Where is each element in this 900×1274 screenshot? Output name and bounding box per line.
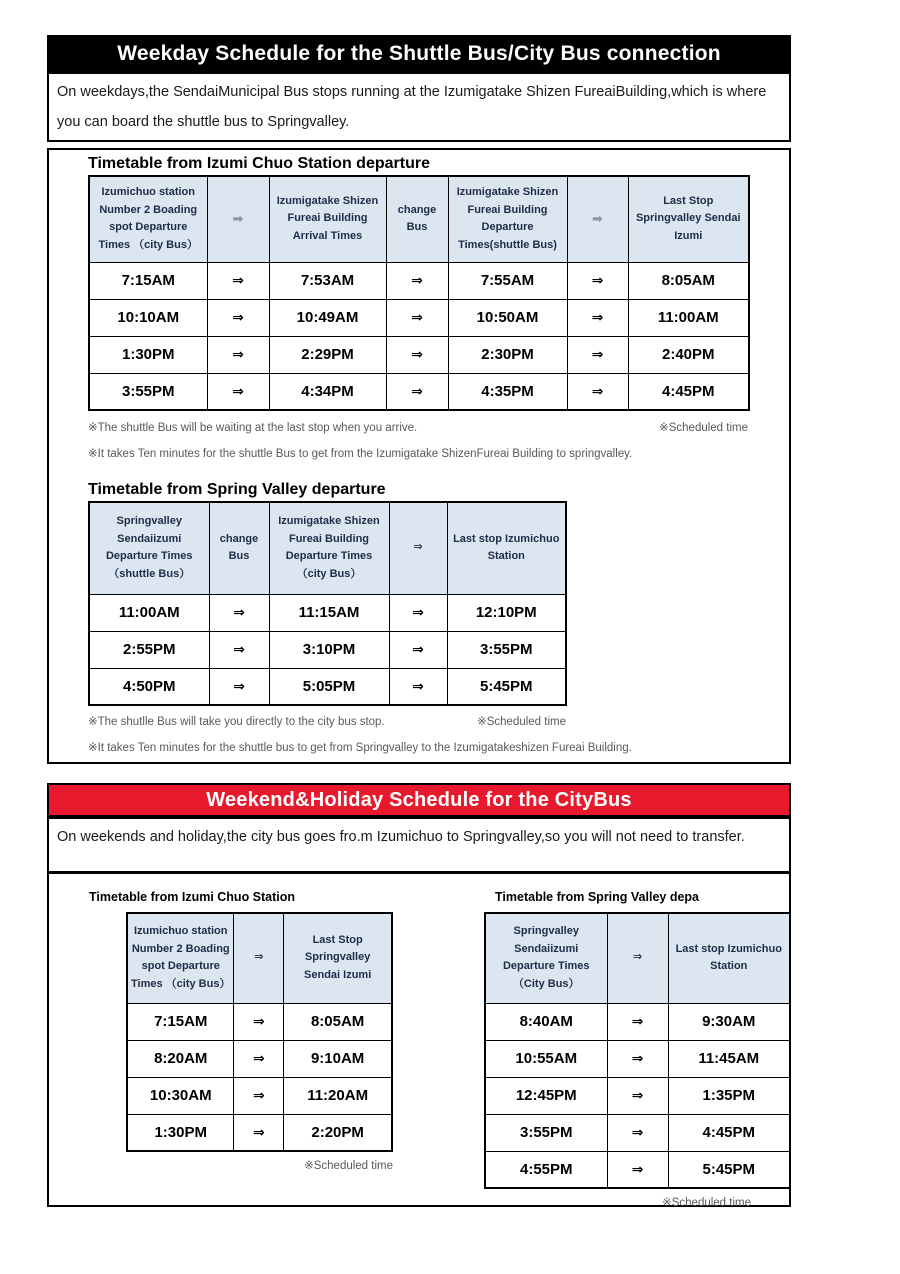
arrow-cell: ⇒: [607, 1077, 668, 1114]
column-header-fureai-arrival: Izumigatake Shizen Fureai Building Arrival Times: [269, 176, 386, 262]
arrow-cell: ⇒: [607, 1114, 668, 1151]
time-cell: 8:20AM: [127, 1040, 234, 1077]
weekend-izumichuo-timetable: [126, 912, 393, 1152]
time-cell: 4:45PM: [628, 373, 749, 410]
arrow-cell: ⇒: [567, 336, 628, 373]
timetable-header-row: [89, 502, 566, 594]
arrow-right-icon: ➡: [567, 176, 628, 262]
time-cell: 11:00AM: [89, 594, 209, 631]
arrow-cell: ⇒: [567, 262, 628, 299]
arrow-cell: ⇒: [386, 299, 448, 336]
time-cell: 3:55PM: [485, 1114, 607, 1151]
column-header-change-bus: change Bus: [209, 502, 269, 594]
arrow-cell: ⇒: [207, 336, 269, 373]
time-cell: 4:50PM: [89, 668, 209, 705]
note-shuttle-direct: ※The shutlle Bus will take you directly to the city bus stop.: [88, 716, 385, 728]
time-cell: 10:10AM: [89, 299, 207, 336]
column-header-izumichuo-departure: Izumichuo station Number 2 Boading spot Departure Times （city Bus）: [127, 913, 234, 1003]
weekend-timetables-box: [47, 872, 791, 1207]
arrow-right-icon: ⇒: [389, 502, 447, 594]
time-cell: 10:55AM: [485, 1040, 607, 1077]
arrow-cell: ⇒: [607, 1040, 668, 1077]
time-cell: 11:15AM: [269, 594, 389, 631]
arrow-cell: ⇒: [567, 299, 628, 336]
arrow-right-icon: ⇒: [234, 913, 284, 1003]
time-cell: 4:34PM: [269, 373, 386, 410]
time-cell: 12:10PM: [447, 594, 566, 631]
column-header-fureai-departure: Izumigatake Shizen Fureai Building Departure Times(shuttle Bus): [448, 176, 567, 262]
timetable-header-row: [485, 913, 790, 1003]
timetable-row: [89, 594, 566, 631]
time-cell: 1:35PM: [668, 1077, 790, 1114]
weekend-springvalley-group: [445, 890, 791, 1209]
time-cell: 4:55PM: [485, 1151, 607, 1188]
weekend-izumichuo-heading: Timetable from Izumi Chuo Station: [89, 890, 296, 904]
column-header-last-stop: Last Stop Springvalley Sendai Izumi: [284, 913, 392, 1003]
time-cell: 9:30AM: [668, 1003, 790, 1040]
timetable-row: [89, 336, 749, 373]
time-cell: 7:55AM: [448, 262, 567, 299]
arrow-cell: ⇒: [389, 631, 447, 668]
weekday-intro-box: [47, 72, 791, 142]
time-cell: 5:45PM: [447, 668, 566, 705]
weekend-section-banner: [47, 783, 791, 817]
weekend-intro-box: [47, 817, 791, 873]
timetable-row: [127, 1003, 392, 1040]
timetable-row: [89, 631, 566, 668]
weekday-springvalley-timetable: [88, 501, 567, 706]
time-cell: 2:20PM: [284, 1114, 392, 1151]
time-cell: 12:45PM: [485, 1077, 607, 1114]
arrow-cell: ⇒: [607, 1151, 668, 1188]
time-cell: 7:15AM: [89, 262, 207, 299]
time-cell: 1:30PM: [89, 336, 207, 373]
time-cell: 8:40AM: [485, 1003, 607, 1040]
arrow-cell: ⇒: [386, 262, 448, 299]
timetable-row: [89, 299, 749, 336]
arrow-cell: ⇒: [207, 373, 269, 410]
time-cell: 11:00AM: [628, 299, 749, 336]
note-ten-minutes-to-fureai: ※It takes Ten minutes for the shuttle bus to get from Springvalley to the Izumigatakeshizen Fureai Building.: [88, 742, 632, 754]
arrow-cell: ⇒: [209, 594, 269, 631]
weekend-izumichuo-group: [87, 890, 393, 1172]
timetable-row: [127, 1040, 392, 1077]
arrow-cell: ⇒: [207, 299, 269, 336]
arrow-cell: ⇒: [209, 668, 269, 705]
time-cell: 1:30PM: [127, 1114, 234, 1151]
time-cell: 8:05AM: [628, 262, 749, 299]
arrow-cell: ⇒: [207, 262, 269, 299]
timetable-row: [485, 1114, 790, 1151]
column-header-fureai-departure: Izumigatake Shizen Fureai Building Departure Times （city Bus）: [269, 502, 389, 594]
scheduled-time-note: ※Scheduled time: [477, 716, 566, 728]
weekend-intro-text: On weekends and holiday,the city bus goes fro.m Izumichuo to Springvalley,so you will not need to transfer.: [57, 829, 745, 845]
timetable-row: [89, 668, 566, 705]
time-cell: 3:10PM: [269, 631, 389, 668]
time-cell: 9:10AM: [284, 1040, 392, 1077]
weekend-springvalley-timetable: [484, 912, 791, 1189]
time-cell: 4:35PM: [448, 373, 567, 410]
arrow-right-icon: ➡: [207, 176, 269, 262]
note-shuttle-waiting: ※The shuttle Bus will be waiting at the last stop when you arrive.: [88, 422, 418, 434]
arrow-cell: ⇒: [209, 631, 269, 668]
time-cell: 2:40PM: [628, 336, 749, 373]
time-cell: 7:15AM: [127, 1003, 234, 1040]
weekday-izumichuo-heading: Timetable from Izumi Chuo Station departure: [88, 155, 430, 172]
arrow-cell: ⇒: [389, 668, 447, 705]
arrow-right-icon: ⇒: [607, 913, 668, 1003]
arrow-cell: ⇒: [386, 336, 448, 373]
arrow-cell: ⇒: [234, 1003, 284, 1040]
time-cell: 10:49AM: [269, 299, 386, 336]
arrow-cell: ⇒: [234, 1114, 284, 1151]
weekday-section-banner: [47, 35, 791, 72]
timetable-row: [485, 1003, 790, 1040]
weekday-springvalley-notes-row: [88, 714, 566, 728]
note-ten-minutes-to-springvalley: ※It takes Ten minutes for the shuttle Bus to get from the Izumigatake ShizenFureai Building to springvalley.: [88, 448, 633, 460]
scheduled-time-note: ※Scheduled time: [304, 1160, 393, 1172]
column-header-springvalley-departure: Springvalley Sendaiizumi Departure Times （City Bus）: [485, 913, 607, 1003]
time-cell: 5:45PM: [668, 1151, 790, 1188]
timetable-row: [485, 1040, 790, 1077]
arrow-cell: ⇒: [234, 1040, 284, 1077]
timetable-row: [127, 1077, 392, 1114]
time-cell: 3:55PM: [89, 373, 207, 410]
weekday-springvalley-heading: Timetable from Spring Valley departure: [88, 481, 386, 498]
weekday-izumichuo-notes-row: [88, 420, 748, 434]
timetable-header-row: [127, 913, 392, 1003]
column-header-last-stop: Last Stop Springvalley Sendai Izumi: [628, 176, 749, 262]
arrow-cell: ⇒: [234, 1077, 284, 1114]
arrow-cell: ⇒: [567, 373, 628, 410]
time-cell: 2:55PM: [89, 631, 209, 668]
time-cell: 11:20AM: [284, 1077, 392, 1114]
time-cell: 5:05PM: [269, 668, 389, 705]
timetable-row: [89, 262, 749, 299]
time-cell: 2:30PM: [448, 336, 567, 373]
timetable-row: [127, 1114, 392, 1151]
scheduled-time-note: ※Scheduled time: [659, 422, 748, 434]
time-cell: 7:53AM: [269, 262, 386, 299]
time-cell: 3:55PM: [447, 631, 566, 668]
arrow-cell: ⇒: [389, 594, 447, 631]
time-cell: 4:45PM: [668, 1114, 790, 1151]
scheduled-time-note: ※Scheduled time: [662, 1197, 751, 1209]
weekday-timetables-box: [47, 148, 791, 764]
timetable-row: [485, 1077, 790, 1114]
column-header-springvalley-departure: Springvalley Sendaiizumi Departure Times （shuttle Bus）: [89, 502, 209, 594]
time-cell: 2:29PM: [269, 336, 386, 373]
timetable-row: [485, 1151, 790, 1188]
arrow-cell: ⇒: [386, 373, 448, 410]
time-cell: 11:45AM: [668, 1040, 790, 1077]
weekend-banner-title: Weekend&Holiday Schedule for the CityBus: [206, 788, 632, 811]
time-cell: 10:50AM: [448, 299, 567, 336]
arrow-cell: ⇒: [607, 1003, 668, 1040]
time-cell: 8:05AM: [284, 1003, 392, 1040]
column-header-last-stop: Last stop Izumichuo Station: [668, 913, 790, 1003]
timetable-header-row: [89, 176, 749, 262]
column-header-izumichuo-departure: Izumichuo station Number 2 Boading spot Departure Times （city Bus）: [89, 176, 207, 262]
weekday-banner-title: Weekday Schedule for the Shuttle Bus/City Bus connection: [117, 41, 721, 65]
column-header-change-bus: change Bus: [386, 176, 448, 262]
weekday-intro-text: On weekdays,the SendaiMunicipal Bus stops running at the Izumigatake Shizen FureaiBuilding,which is where you can board the shuttle bus to Springvalley.: [57, 84, 767, 130]
weekend-springvalley-heading: Timetable from Spring Valley depa: [495, 890, 699, 904]
time-cell: 10:30AM: [127, 1077, 234, 1114]
weekday-izumichuo-timetable: [88, 175, 750, 411]
timetable-row: [89, 373, 749, 410]
column-header-last-stop: Last stop Izumichuo Station: [447, 502, 566, 594]
